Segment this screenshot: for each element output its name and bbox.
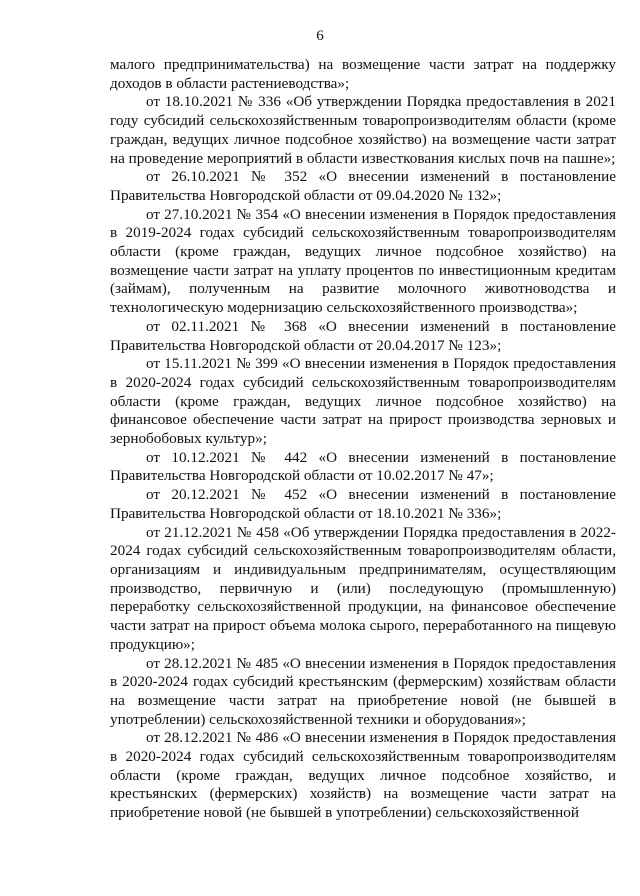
paragraph-resolution-336: от 18.10.2021 № 336 «Об утверждении Порядка предоставления в 2021 году субсидий сельскохозяйственным товаропроизводителям области (кроме граждан, ведущих личное подсобное хозяйство) на возмещение части затрат на проведение мероприятий в области известкования кислых почв на пашне»; <box>110 93 616 167</box>
paragraph-resolution-368: от 02.11.2021 № 368 «О внесении изменений в постановление Правительства Новгородской области от 20.04.2017 № 123»; <box>110 317 616 354</box>
paragraph-resolution-442: от 10.12.2021 № 442 «О внесении изменений в постановление Правительства Новгородской области от 10.02.2017 № 47»; <box>110 448 616 485</box>
paragraph-resolution-452: от 20.12.2021 № 452 «О внесении изменений в постановление Правительства Новгородской области от 18.10.2021 № 336»; <box>110 486 616 522</box>
paragraph-continuation: малого предпринимательства) на возмещение части затрат на поддержку доходов в области растениеводства»; <box>110 56 616 92</box>
paragraph-resolution-354: от 27.10.2021 № 354 «О внесении изменения в Порядок предоставления в 2019-2024 годах субсидий сельскохозяйственным товаропроизводителям области (кроме граждан, ведущих личное подсобное хозяйство) на возмещение части затрат на уплату процентов по инвестиционным кредитам (займам), полученным на развитие молочного животноводства и технологическую модернизацию сельскохозяйственного производства»; <box>110 205 616 317</box>
paragraph-resolution-352: от 26.10.2021 № 352 «О внесении изменений в постановление Правительства Новгородской области от 09.04.2020 № 132»; <box>110 168 616 204</box>
paragraph-resolution-485: от 28.12.2021 № 485 «О внесении изменения в Порядок предоставления в 2020-2024 годах субсидий крестьянским (фермерским) хозяйствам области на возмещение части затрат на приобретение новой (не бывшей в употреблении) сельскохозяйственной техники и оборудования»; <box>110 654 616 728</box>
page-number: 6 <box>316 28 324 44</box>
paragraph-resolution-399: от 15.11.2021 № 399 «О внесении изменения в Порядок предоставления в 2020-2024 годах субсидий сельскохозяйственным товаропроизводителям области (кроме граждан, ведущих личное подсобное хозяйство) на финансовое обеспечение части затрат на прирост производства зерновых и зернобобовых культур»; <box>110 355 616 448</box>
paragraph-resolution-458: от 21.12.2021 № 458 «Об утверждении Порядка предоставления в 2022-2024 годах субсидий сельскохозяйственным товаропроизводителям области, организациям и индивидуальным предпринимателям, осуществляющим производство, первичную и (или) последующую (промышленную) переработку сельскохозяйственной продукции, на финансовое обеспечение части затрат на прирост объема молока сырого, переработанного на пищевую продукцию»; <box>110 523 616 653</box>
document-body <box>110 56 616 823</box>
paragraph-resolution-486: от 28.12.2021 № 486 «О внесении изменения в Порядок предоставления в 2020-2024 годах субсидий сельскохозяйственным товаропроизводителям области (кроме граждан, ведущих личное подсобное хозяйство, и крестьянских (фермерских) хозяйств) на возмещение части затрат на приобретение новой (не бывшей в употреблении) сельскохозяйственной <box>110 729 616 822</box>
